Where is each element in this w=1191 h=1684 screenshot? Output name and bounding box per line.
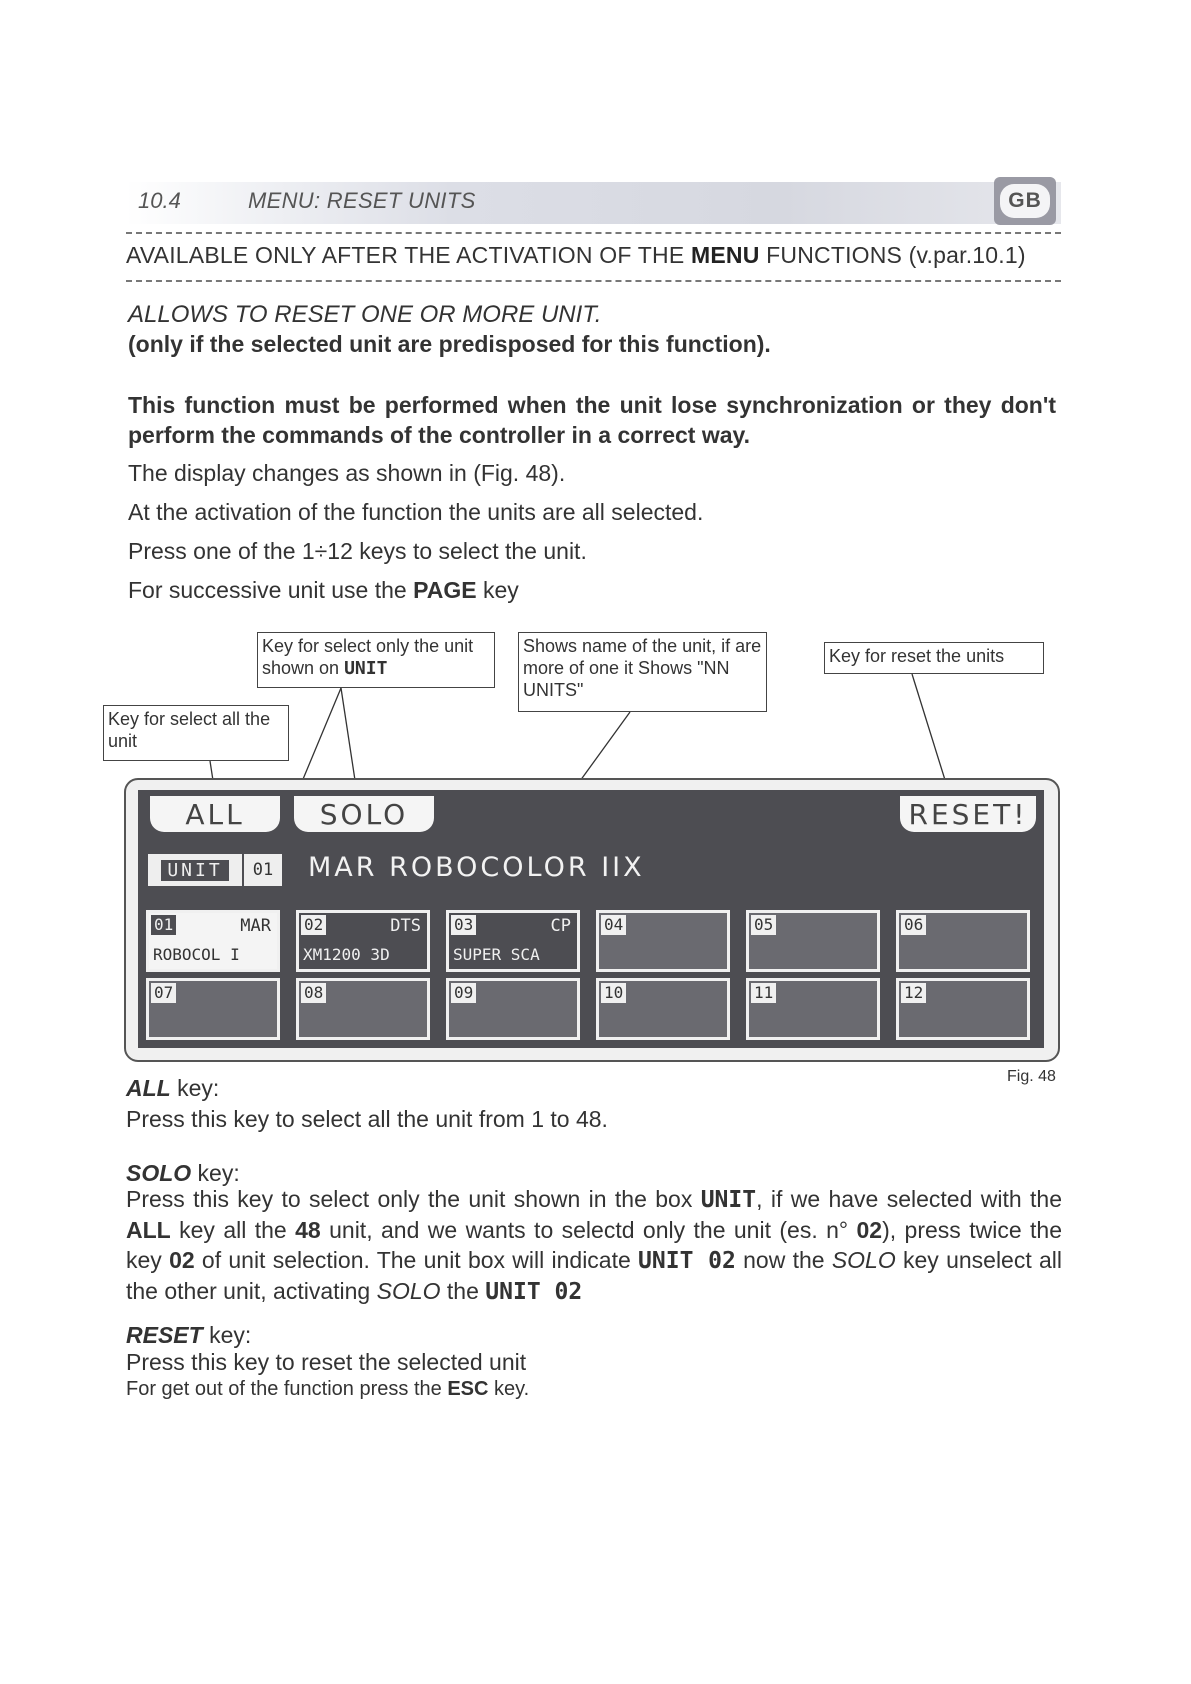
unit-cell-02[interactable] <box>296 910 430 972</box>
reset-soft-key[interactable]: RESET! <box>900 796 1036 832</box>
unit-cell-number: 08 <box>301 983 326 1003</box>
unit-cell-05[interactable] <box>746 910 880 972</box>
unit-cell-line1: CP <box>550 916 571 936</box>
unit-cell-04[interactable] <box>596 910 730 972</box>
unit-cell-number: 09 <box>451 983 476 1003</box>
unit-box-number: 01 <box>244 854 282 886</box>
all-key-heading <box>126 1075 219 1102</box>
unit-keyword: UNIT <box>700 1187 757 1213</box>
unit-cell-01[interactable] <box>146 910 280 972</box>
unit-box-label <box>148 854 242 886</box>
solo-text: ), press twice the key <box>126 1217 1062 1273</box>
unit-cell-12[interactable] <box>896 978 1030 1040</box>
esc-prefix: For get out of the function press the <box>126 1378 448 1400</box>
unit-cell-number: 01 <box>151 915 176 935</box>
section-title: MENU: RESET UNITS <box>248 188 476 213</box>
reset-key-suffix: key: <box>202 1322 252 1348</box>
unit-cell-line1: MAR <box>240 916 271 936</box>
count-48: 48 <box>295 1217 321 1243</box>
unit-cell-03[interactable] <box>446 910 580 972</box>
all-key-description: Press this key to select all the unit from 1 to 48. <box>126 1106 608 1132</box>
instruction-line-1: The display changes as shown in (Fig. 48). <box>128 460 566 486</box>
notice-prefix: AVAILABLE ONLY AFTER THE ACTIVATION OF THE <box>126 242 692 268</box>
solo-keyword: SOLO <box>376 1278 441 1304</box>
function-summary: ALLOWS TO RESET ONE OR MORE UNIT. <box>128 301 602 328</box>
reset-key-description: Press this key to reset the selected unit <box>126 1349 527 1375</box>
callout-unit-label: UNIT <box>344 658 388 679</box>
solo-text: the <box>440 1278 486 1304</box>
unit-cell-11[interactable] <box>746 978 880 1040</box>
solo-key-heading <box>126 1160 240 1187</box>
unit-02-display: UNIT 02 <box>638 1248 736 1274</box>
esc-key-label: ESC <box>447 1378 489 1400</box>
line4-suffix: key <box>476 577 519 603</box>
unit-cell-number: 12 <box>901 983 926 1003</box>
solo-text: unit, and we wants to selectd only the unit (es. n° <box>320 1217 857 1243</box>
all-keyword: ALL <box>126 1217 171 1243</box>
figure-label: Fig. 48 <box>1007 1068 1056 1085</box>
language-badge-label: GB <box>1000 184 1050 218</box>
solo-text: key all the <box>170 1217 296 1243</box>
section-number: 10.4 <box>138 188 181 213</box>
solo-key-description <box>126 1184 1062 1307</box>
esc-instruction <box>126 1378 529 1401</box>
callout-select-only-text: Key for select only the unit shown on <box>262 636 474 678</box>
unit-02-key: 02 <box>169 1247 195 1273</box>
unit-cell-number: 07 <box>151 983 176 1003</box>
unit-cell-09[interactable] <box>446 978 580 1040</box>
solo-text: , if we have selected with the <box>756 1186 1062 1212</box>
unit-cell-number: 11 <box>751 983 776 1003</box>
unit-cell-number: 05 <box>751 915 776 935</box>
line4-prefix: For successive unit use the <box>128 577 414 603</box>
callout-reset-units: Key for reset the units <box>824 642 1044 674</box>
all-soft-key[interactable]: ALL <box>150 796 280 832</box>
unit-02-ref: 02 <box>856 1217 883 1243</box>
function-condition: (only if the selected unit are predisposed for this function). <box>128 331 771 357</box>
reset-key-heading <box>126 1322 251 1349</box>
all-key-suffix: key: <box>170 1075 220 1101</box>
unit-cell-number: 10 <box>601 983 626 1003</box>
instruction-line-2: At the activation of the function the units are all selected. <box>128 499 704 525</box>
notice-menu: MENU <box>691 242 760 268</box>
callout-shows-name: Shows name of the unit, if are more of one it Shows "NN UNITS" <box>518 632 767 712</box>
unit-cell-number: 03 <box>451 915 476 935</box>
solo-text: now the <box>735 1247 832 1273</box>
unit-cell-line1: DTS <box>390 916 421 936</box>
page-key-label: PAGE <box>413 577 477 603</box>
unit-cell-number: 06 <box>901 915 926 935</box>
unit-02-display: UNIT 02 <box>485 1279 583 1305</box>
unit-cell-number: 02 <box>301 915 326 935</box>
unit-cell-10[interactable] <box>596 978 730 1040</box>
all-key-name: ALL <box>126 1075 171 1101</box>
solo-text: key unselect all the other unit, activating <box>126 1247 1063 1304</box>
notice-suffix: FUNCTIONS (v.par.10.1) <box>759 242 1026 268</box>
function-warning: This function must be performed when the unit lose synchronization or they don't perform the commands of the controller in a correct way. <box>128 392 1056 448</box>
unit-label-text: UNIT <box>161 860 228 881</box>
solo-keyword: SOLO <box>831 1247 896 1273</box>
unit-cell-08[interactable] <box>296 978 430 1040</box>
unit-cell-06[interactable] <box>896 910 1030 972</box>
unit-cell-line2: XM1200 3D <box>303 945 390 964</box>
solo-text: of unit selection. The unit box will indicate <box>194 1247 639 1273</box>
callout-select-all: Key for select all the unit <box>103 705 289 761</box>
unit-cell-number: 04 <box>601 915 626 935</box>
solo-key-name: SOLO <box>126 1160 192 1186</box>
solo-key-suffix: key: <box>191 1160 240 1186</box>
unit-cell-07[interactable] <box>146 978 280 1040</box>
solo-soft-key[interactable]: SOLO <box>294 796 434 832</box>
solo-text: Press this key to select only the unit shown in the box <box>126 1186 701 1212</box>
reset-key-name: RESET <box>126 1322 203 1348</box>
unit-cell-line2: SUPER SCA <box>453 945 540 964</box>
unit-cell-line2: ROBOCOL I <box>153 945 240 964</box>
esc-suffix: key. <box>488 1378 530 1400</box>
instruction-line-3: Press one of the 1÷12 keys to select the unit. <box>128 538 587 564</box>
unit-name-display: MAR ROBOCOLOR IIX <box>308 852 645 883</box>
